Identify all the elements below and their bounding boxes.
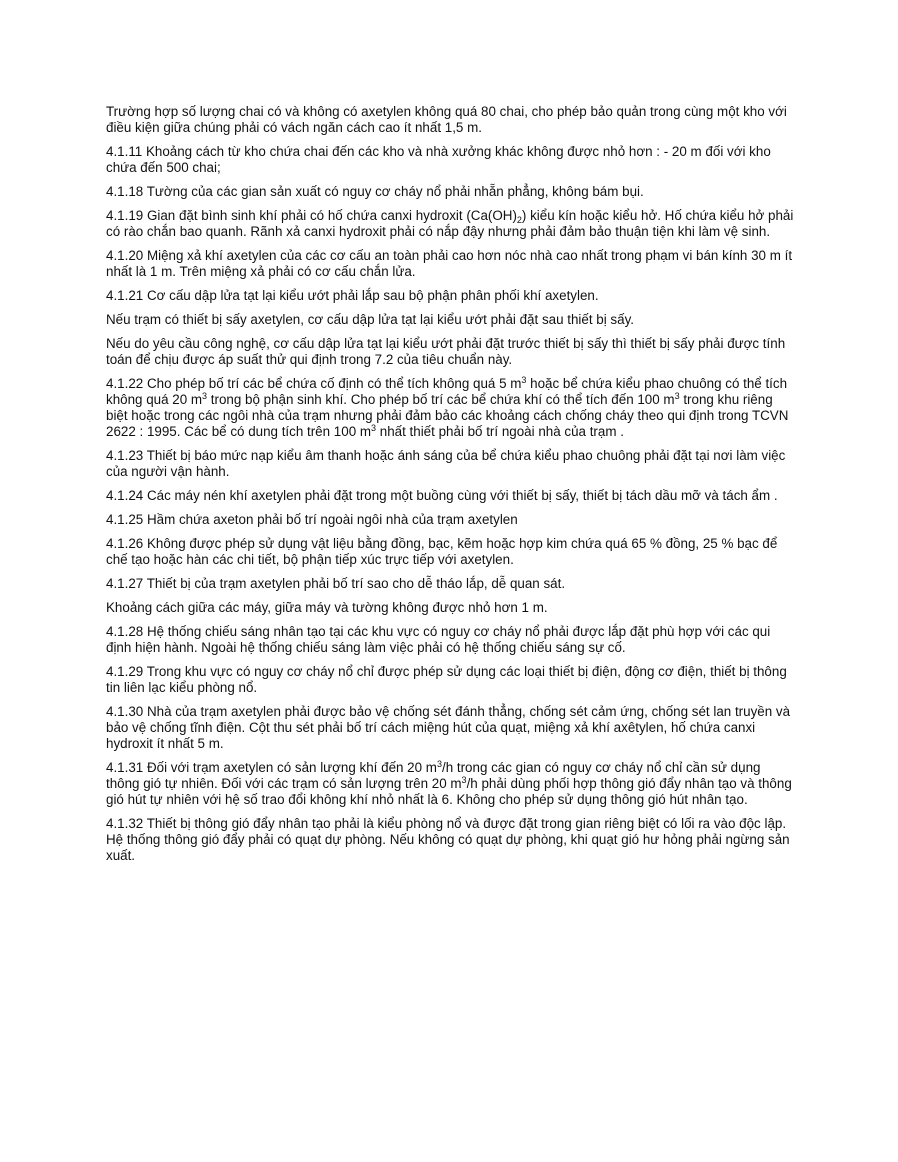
paragraph-text: /h trong các gian có nguy cơ cháy nổ chỉ cần sử dụng thông gió tự nhiên. Đối với các trạm có sản lượng trên 20 m <box>106 760 761 791</box>
paragraph-text: hoặc bể chứa kiểu phao chuông có thể tích không quá 20 m <box>106 376 788 407</box>
paragraph <box>106 816 796 864</box>
paragraph-text: /h phải dùng phối hợp thông gió đẩy nhân tạo và thông gió hút tự nhiên với hệ số trao đổi không khí nhỏ nhất là 6. Không cho phép sử dụng thông gió hút nhân tạo. <box>106 776 792 807</box>
paragraph-text: Nếu trạm có thiết bị sấy axetylen, cơ cấu dập lửa tạt lại kiểu ướt phải đặt sau thiết bị sấy. <box>106 312 634 327</box>
paragraph <box>106 144 796 176</box>
paragraph-text: 4.1.28 Hệ thống chiếu sáng nhân tạo tại các khu vực có nguy cơ cháy nổ phải được lắp đặt phù hợp với các qui định hiện hành. Ngoài hệ thống chiếu sáng làm việc phải có hệ thống chiếu sáng sự cố. <box>106 624 771 655</box>
paragraph <box>106 624 796 656</box>
superscript: 3 <box>461 775 467 785</box>
paragraph <box>106 600 796 616</box>
document-page <box>106 104 796 872</box>
superscript: 3 <box>202 391 208 401</box>
paragraph <box>106 704 796 752</box>
paragraph-text: 4.1.30 Nhà của trạm axetylen phải được bảo vệ chống sét đánh thẳng, chống sét cảm ứng, chống sét lan truyền và bảo vệ chống tĩnh điện. Cột thu sét phải bố trí cách miệng hút của quạt, miệng xả khí axêtylen, hố chứa canxi hydroxit ít nhất 5 m. <box>106 704 791 751</box>
paragraph <box>106 312 796 328</box>
paragraph <box>106 208 796 240</box>
paragraph <box>106 512 796 528</box>
paragraph-text: 4.1.11 Khoảng cách từ kho chứa chai đến các kho và nhà xưởng khác không được nhỏ hơn : - 20 m đối với kho chứa đến 500 chai; <box>106 144 771 175</box>
paragraph <box>106 448 796 480</box>
superscript: 3 <box>521 375 527 385</box>
paragraph <box>106 488 796 504</box>
paragraph-text: 4.1.32 Thiết bị thông gió đẩy nhân tạo phải là kiểu phòng nổ và được đặt trong gian riêng biệt có lối ra vào độc lập. Hệ thống thông gió đẩy phải có quạt dự phòng. Nếu không có quạt dự phòng, khi quạt gió hư hỏng phải ngừng sản xuất. <box>106 816 790 863</box>
paragraph-text: trong bộ phận sinh khí. Cho phép bố trí các bể chứa khí có thể tích đến 100 m <box>207 392 675 407</box>
paragraph-text: Nếu do yêu cầu công nghệ, cơ cấu dập lửa tạt lại kiểu ướt phải đặt trước thiết bị sấy thì thiết bị sấy phải được tính toán để chịu được áp suất thử qui định trong 7.2 của tiêu chuẩn này. <box>106 336 786 367</box>
paragraph-text: 4.1.22 Cho phép bố trí các bể chứa cố định có thể tích không quá 5 m <box>106 376 522 391</box>
paragraph <box>106 664 796 696</box>
superscript: 3 <box>436 759 442 769</box>
paragraph-text: 4.1.24 Các máy nén khí axetylen phải đặt trong một buồng cùng với thiết bị sấy, thiết bị tách dầu mỡ và tách ẩm . <box>106 488 778 503</box>
paragraph <box>106 536 796 568</box>
paragraph-text: 4.1.18 Tường của các gian sản xuất có nguy cơ cháy nổ phải nhẵn phẳng, không bám bụi. <box>106 184 644 199</box>
paragraph-text: 4.1.19 Gian đặt bình sinh khí phải có hố chứa canxi hydroxit (Ca(OH) <box>106 208 517 223</box>
superscript: 3 <box>371 423 377 433</box>
paragraph-text: 4.1.21 Cơ cấu dập lửa tạt lại kiểu ướt phải lắp sau bộ phận phân phối khí axetylen. <box>106 288 599 303</box>
superscript: 3 <box>674 391 680 401</box>
paragraph <box>106 760 796 808</box>
paragraph <box>106 248 796 280</box>
paragraph-text: 4.1.23 Thiết bị báo mức nạp kiểu âm thanh hoặc ánh sáng của bể chứa kiểu phao chuông phải đặt tại nơi làm việc của người vận hành. <box>106 448 786 479</box>
paragraph <box>106 576 796 592</box>
paragraph-text: 4.1.31 Đối với trạm axetylen có sản lượng khí đến 20 m <box>106 760 437 775</box>
paragraph <box>106 104 796 136</box>
paragraph-text: 4.1.25 Hầm chứa axeton phải bố trí ngoài ngôi nhà của trạm axetylen <box>106 512 518 527</box>
paragraph-text: nhất thiết phải bố trí ngoài nhà của trạm . <box>376 424 624 439</box>
paragraph-text: ) kiểu kín hoặc kiểu hở. Hố chứa kiểu hở phải có rào chắn bao quanh. Rãnh xả canxi hydroxit phải có nắp đậy nhưng phải đảm bảo thuận tiện khi làm vệ sinh. <box>106 208 794 239</box>
paragraph <box>106 184 796 200</box>
paragraph-text: Trường hợp số lượng chai có và không có axetylen không quá 80 chai, cho phép bảo quản trong cùng một kho với điều kiện giữa chúng phải có vách ngăn cách cao ít nhất 1,5 m. <box>106 104 787 135</box>
paragraph-text: 4.1.27 Thiết bị của trạm axetylen phải bố trí sao cho dễ tháo lắp, dễ quan sát. <box>106 576 566 591</box>
paragraph-text: Khoảng cách giữa các máy, giữa máy và tường không được nhỏ hơn 1 m. <box>106 600 548 615</box>
paragraph <box>106 288 796 304</box>
paragraph-text: 4.1.29 Trong khu vực có nguy cơ cháy nổ chỉ được phép sử dụng các loại thiết bị điện, động cơ điện, thiết bị thông tin liên lạc kiểu phòng nổ. <box>106 664 787 695</box>
paragraph-text: 4.1.20 Miệng xả khí axetylen của các cơ cấu an toàn phải cao hơn nóc nhà cao nhất trong phạm vi bán kính 30 m ít nhất là 1 m. Trên miệng xả phải có cơ cấu chắn lửa. <box>106 248 793 279</box>
subscript: 2 <box>516 215 522 225</box>
paragraph <box>106 376 796 440</box>
paragraph-text: trong khu riêng biệt hoặc trong các ngôi nhà của trạm nhưng phải đảm bảo các khoảng cách chống cháy theo qui định trong TCVN 2622 : 1995. Các bể có dung tích trên 100 m <box>106 392 789 439</box>
paragraph <box>106 336 796 368</box>
paragraph-text: 4.1.26 Không được phép sử dụng vật liệu bằng đồng, bạc, kẽm hoặc hợp kim chứa quá 65 % đồng, 25 % bạc để chế tạo hoặc hàn các chi tiết, bộ phận tiếp xúc trực tiếp với axetylen. <box>106 536 778 567</box>
